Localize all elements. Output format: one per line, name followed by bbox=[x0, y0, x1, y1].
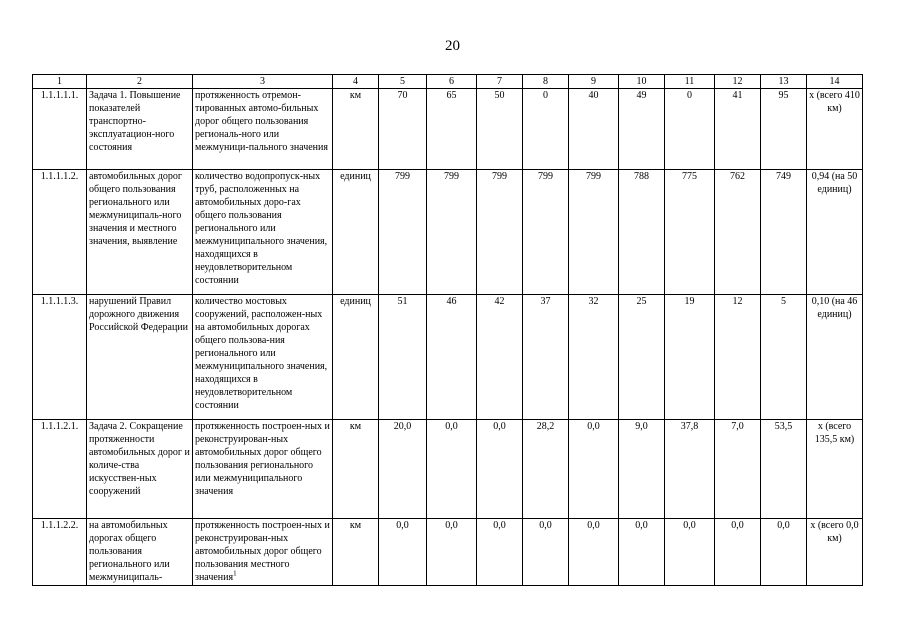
value-cell: 799 bbox=[477, 170, 523, 295]
value-cell: 40 bbox=[569, 89, 619, 170]
column-header: 3 bbox=[193, 75, 333, 89]
column-header: 12 bbox=[715, 75, 761, 89]
value-cell: 32 bbox=[569, 295, 619, 420]
value-cell: 799 bbox=[379, 170, 427, 295]
column-header: 1 bbox=[33, 75, 87, 89]
value-cell: 0,0 bbox=[427, 519, 477, 586]
column-header: 11 bbox=[665, 75, 715, 89]
column-header: 6 bbox=[427, 75, 477, 89]
value-cell: 0,0 bbox=[761, 519, 807, 586]
total-cell: 0,94 (на 50 единиц) bbox=[807, 170, 863, 295]
value-cell: 0 bbox=[665, 89, 715, 170]
value-cell: 20,0 bbox=[379, 420, 427, 519]
table-row bbox=[33, 89, 863, 170]
total-cell: x (всего 410 км) bbox=[807, 89, 863, 170]
value-cell: 9,0 bbox=[619, 420, 665, 519]
value-cell: 0,0 bbox=[379, 519, 427, 586]
total-cell: x (всего 0,0 км) bbox=[807, 519, 863, 586]
indicator-cell: протяженность отремон-тированных автомо-бильных дорог общего пользования региональ-ного или межмуници-пального значения bbox=[193, 89, 333, 170]
page-number: 20 bbox=[445, 38, 460, 54]
value-cell: 799 bbox=[569, 170, 619, 295]
value-cell: 50 bbox=[477, 89, 523, 170]
column-header: 13 bbox=[761, 75, 807, 89]
unit-cell: единиц bbox=[333, 170, 379, 295]
task-cell: на автомобильных дорогах общего пользования регионального или межмуниципаль- bbox=[87, 519, 193, 586]
value-cell: 19 bbox=[665, 295, 715, 420]
footnote-marker: 1 bbox=[233, 569, 237, 578]
value-cell: 0,0 bbox=[477, 420, 523, 519]
value-cell: 51 bbox=[379, 295, 427, 420]
column-header: 2 bbox=[87, 75, 193, 89]
indicators-table bbox=[32, 74, 863, 586]
value-cell: 762 bbox=[715, 170, 761, 295]
unit-cell: км bbox=[333, 420, 379, 519]
value-cell: 42 bbox=[477, 295, 523, 420]
task-cell: Задача 1. Повышение показателей транспортно-эксплуатацион-ного состояния bbox=[87, 89, 193, 170]
value-cell: 799 bbox=[523, 170, 569, 295]
value-cell: 0,0 bbox=[569, 420, 619, 519]
row-code: 1.1.1.2.1. bbox=[33, 420, 87, 519]
column-header: 4 bbox=[333, 75, 379, 89]
row-code: 1.1.1.2.2. bbox=[33, 519, 87, 586]
header-row bbox=[33, 75, 863, 89]
value-cell: 7,0 bbox=[715, 420, 761, 519]
value-cell: 0,0 bbox=[715, 519, 761, 586]
value-cell: 28,2 bbox=[523, 420, 569, 519]
indicator-text: протяженность построен-ных и реконструирован-ных автомобильных дорог общего пользования местного значения bbox=[195, 520, 330, 583]
indicator-cell: количество мостовых сооружений, расположен-ных на автомобильных дорогах общего пользова-ния регионального или межмуниципального значения, находящихся в неудовлетворительном состоянии bbox=[193, 295, 333, 420]
value-cell: 65 bbox=[427, 89, 477, 170]
column-header: 5 bbox=[379, 75, 427, 89]
value-cell: 0,0 bbox=[665, 519, 715, 586]
column-header: 9 bbox=[569, 75, 619, 89]
row-code: 1.1.1.1.2. bbox=[33, 170, 87, 295]
row-code: 1.1.1.1.1. bbox=[33, 89, 87, 170]
value-cell: 0,0 bbox=[427, 420, 477, 519]
indicator-cell: количество водопропуск-ных труб, расположенных на автомобильных доро-гах общего пользования регионального или межмуниципального значения, находящихся в неудовлетворительном состоянии bbox=[193, 170, 333, 295]
value-cell: 0,0 bbox=[477, 519, 523, 586]
value-cell: 95 bbox=[761, 89, 807, 170]
value-cell: 5 bbox=[761, 295, 807, 420]
value-cell: 788 bbox=[619, 170, 665, 295]
row-code: 1.1.1.1.3. bbox=[33, 295, 87, 420]
indicator-cell bbox=[193, 519, 333, 586]
unit-cell: км bbox=[333, 519, 379, 586]
value-cell: 749 bbox=[761, 170, 807, 295]
value-cell: 70 bbox=[379, 89, 427, 170]
table-row bbox=[33, 295, 863, 420]
table-row bbox=[33, 420, 863, 519]
column-header: 14 bbox=[807, 75, 863, 89]
table-row bbox=[33, 170, 863, 295]
unit-cell: км bbox=[333, 89, 379, 170]
table-row bbox=[33, 519, 863, 586]
total-cell: x (всего 135,5 км) bbox=[807, 420, 863, 519]
value-cell: 41 bbox=[715, 89, 761, 170]
value-cell: 46 bbox=[427, 295, 477, 420]
unit-cell: единиц bbox=[333, 295, 379, 420]
value-cell: 25 bbox=[619, 295, 665, 420]
indicator-cell: протяженность построен-ных и реконструирован-ных автомобильных дорог общего пользования регионального или межмуниципального значения bbox=[193, 420, 333, 519]
value-cell: 0,0 bbox=[523, 519, 569, 586]
value-cell: 775 bbox=[665, 170, 715, 295]
value-cell: 53,5 bbox=[761, 420, 807, 519]
value-cell: 0,0 bbox=[569, 519, 619, 586]
value-cell: 0 bbox=[523, 89, 569, 170]
value-cell: 799 bbox=[427, 170, 477, 295]
task-cell: автомобильных дорог общего пользования регионального или межмуниципаль-ного значения и местного значения, выявление bbox=[87, 170, 193, 295]
value-cell: 37,8 bbox=[665, 420, 715, 519]
total-cell: 0,10 (на 46 единиц) bbox=[807, 295, 863, 420]
task-cell: Задача 2. Сокращение протяженности автомобильных дорог и количе-ства искусствен-ных сооружений bbox=[87, 420, 193, 519]
column-header: 7 bbox=[477, 75, 523, 89]
value-cell: 37 bbox=[523, 295, 569, 420]
column-header: 10 bbox=[619, 75, 665, 89]
column-header: 8 bbox=[523, 75, 569, 89]
value-cell: 12 bbox=[715, 295, 761, 420]
value-cell: 49 bbox=[619, 89, 665, 170]
task-cell: нарушений Правил дорожного движения Российской Федерации bbox=[87, 295, 193, 420]
value-cell: 0,0 bbox=[619, 519, 665, 586]
